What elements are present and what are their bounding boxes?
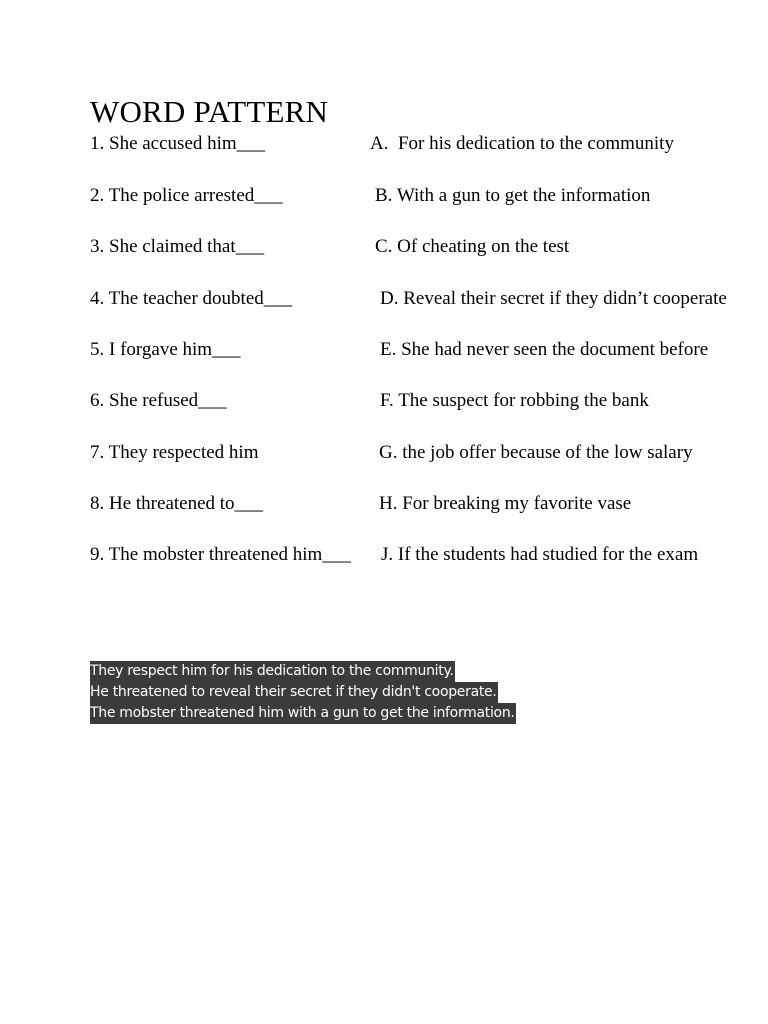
- item-prompt: 9. The mobster threatened him___: [90, 544, 351, 565]
- list-item: [0, 491, 768, 517]
- item-option: C. Of cheating on the test: [375, 236, 570, 257]
- item-prompt: 1. She accused him___: [90, 133, 266, 154]
- page-title: WORD PATTERN: [90, 94, 329, 129]
- highlighted-answers: [90, 661, 516, 724]
- item-option: G. the job offer because of the low salary: [379, 442, 693, 463]
- item-prompt: 5. I forgave him___: [90, 339, 241, 360]
- list-item: [0, 286, 768, 312]
- item-option: F. The suspect for robbing the bank: [380, 390, 649, 411]
- item-option: H. For breaking my favorite vase: [379, 493, 632, 514]
- answer-sentence: They respect him for his dedication to the community.: [90, 661, 455, 682]
- item-option: J. If the students had studied for the exam: [381, 544, 699, 565]
- answer-sentence: He threatened to reveal their secret if they didn't cooperate.: [90, 682, 498, 703]
- list-item: [0, 234, 768, 260]
- list-item: [0, 542, 768, 568]
- item-option: D. Reveal their secret if they didn’t cooperate: [380, 288, 727, 309]
- list-item: [0, 440, 768, 466]
- list-item: [0, 131, 768, 157]
- list-item: [0, 337, 768, 363]
- item-option: E. She had never seen the document before: [380, 339, 709, 360]
- list-item: [0, 388, 768, 414]
- answer-sentence: The mobster threatened him with a gun to get the information.: [90, 703, 516, 724]
- item-prompt: 2. The police arrested___: [90, 185, 283, 206]
- item-option: A. For his dedication to the community: [370, 133, 674, 154]
- item-prompt: 7. They respected him: [90, 442, 259, 463]
- item-prompt: 4. The teacher doubted___: [90, 288, 293, 309]
- item-prompt: 3. She claimed that___: [90, 236, 265, 257]
- item-prompt: 8. He threatened to___: [90, 493, 264, 514]
- item-option: B. With a gun to get the information: [375, 185, 651, 206]
- list-item: [0, 183, 768, 209]
- item-prompt: 6. She refused___: [90, 390, 227, 411]
